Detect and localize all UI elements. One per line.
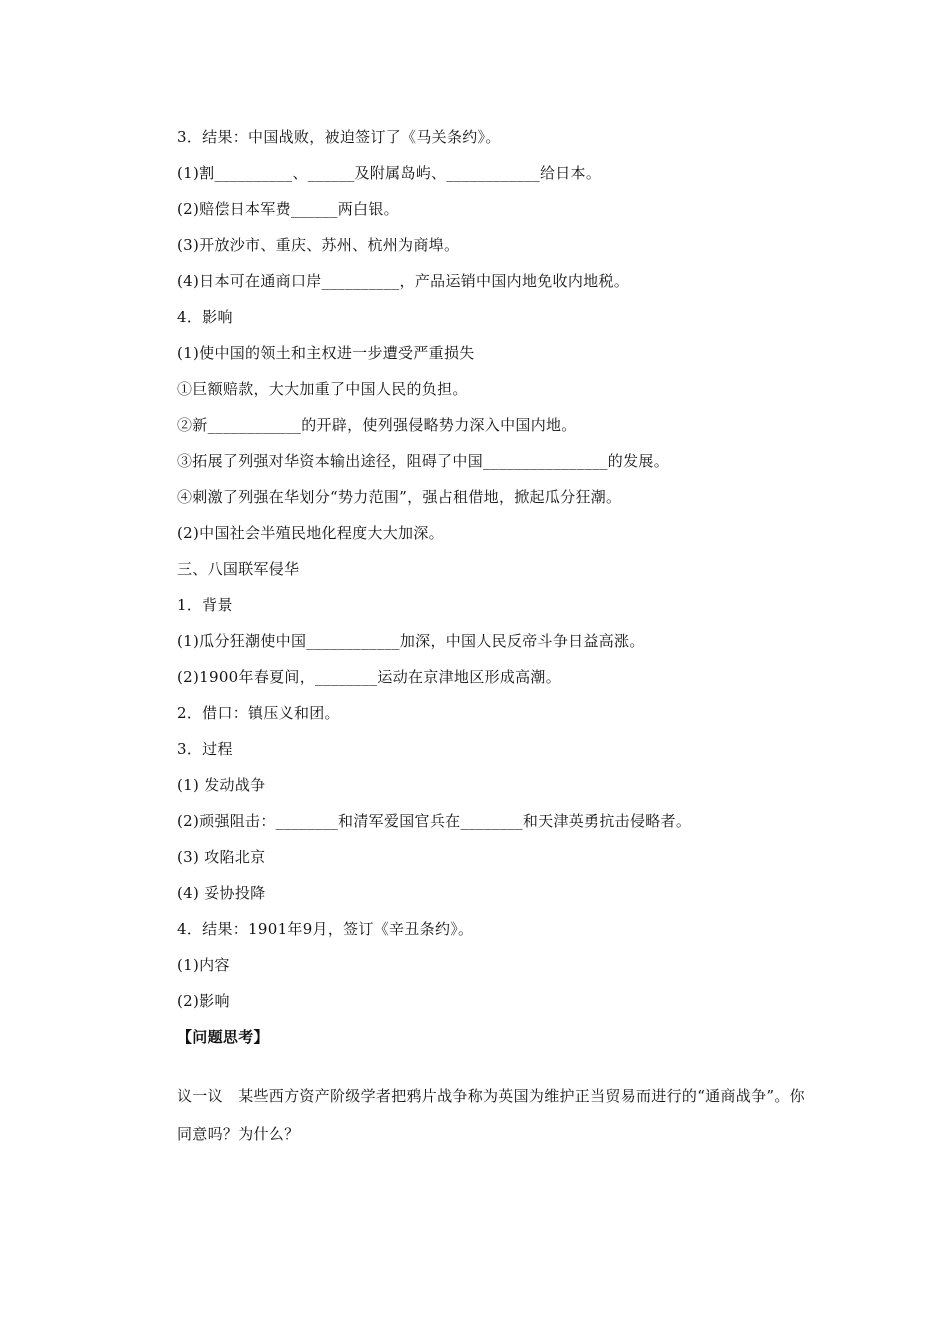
text-line: (2)1900年春夏间，________运动在京津地区形成高潮。: [177, 668, 562, 686]
text-line: 2．借口：镇压义和团。: [177, 704, 340, 722]
text-line: 3．过程: [177, 740, 233, 758]
text-line: ④刺激了列强在华划分“势力范围”，强占租借地，掀起瓜分狂潮。: [177, 488, 622, 506]
text-line: (2)顽强阻击：________和清军爱国官兵在________和天津英勇抗击侵略者。: [177, 812, 692, 830]
text-line: 1．背景: [177, 596, 233, 614]
text-line: ③拓展了列强对华资本输出途径，阻碍了中国________________的发展。: [177, 452, 670, 470]
text-line: ①巨额赔款，大大加重了中国人民的负担。: [177, 380, 468, 398]
text-line: (1) 发动战争: [177, 776, 266, 794]
text-line: 3．结果：中国战败，被迫签订了《马关条约》。: [177, 128, 501, 146]
text-line: (1)瓜分狂潮使中国____________加深，中国人民反帝斗争日益高涨。: [177, 632, 645, 650]
text-line: ②新____________的开辟，使列强侵略势力深入中国内地。: [177, 416, 577, 434]
text-line: (1)割__________、______及附属岛屿、____________给日本。: [177, 164, 602, 182]
discussion-paragraph: 议一议 某些西方资产阶级学者把鸦片战争称为英国为维护正当贸易而进行的“通商战争”。你同意吗？为什么？: [177, 1087, 805, 1143]
text-line: 4．影响: [177, 308, 233, 326]
text-line: (1)内容: [177, 956, 230, 974]
text-line: (2)中国社会半殖民地化程度大大加深。: [177, 524, 444, 542]
text-line: (4)日本可在通商口岸__________，产品运销中国内地免收内地税。: [177, 272, 630, 290]
question-heading: 【问题思考】: [177, 1028, 269, 1046]
section-heading: 三、八国联军侵华: [177, 560, 300, 578]
text-line: (1)使中国的领土和主权进一步遭受严重损失: [177, 344, 475, 362]
text-line: (2)赔偿日本军费______两白银。: [177, 200, 399, 218]
text-line: (3)开放沙市、重庆、苏州、杭州为商埠。: [177, 236, 460, 254]
text-line: (2)影响: [177, 992, 230, 1010]
text-line: 4．结果：1901年9月，签订《辛丑条约》。: [177, 920, 474, 938]
text-line: (4) 妥协投降: [177, 884, 266, 902]
text-line: (3) 攻陷北京: [177, 848, 266, 866]
